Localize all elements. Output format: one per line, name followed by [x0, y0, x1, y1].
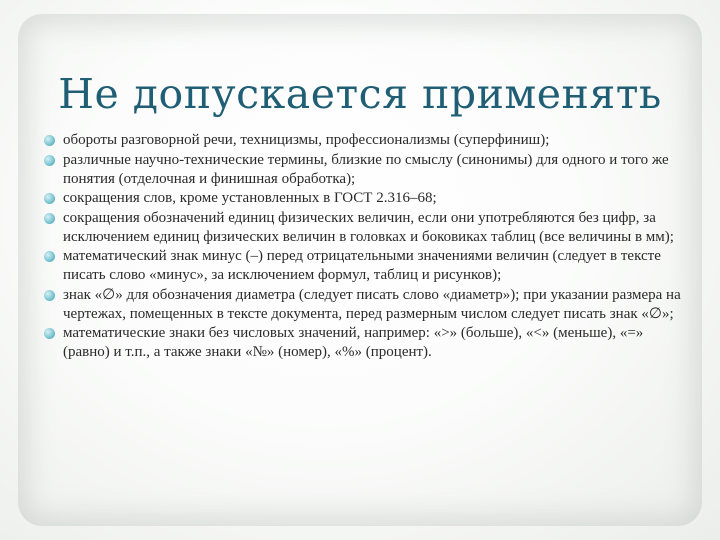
bullet-icon	[44, 135, 55, 146]
bullet-item	[44, 131, 684, 150]
bullet-text: математический знак минус (–) перед отрицательными значениями величин (следует в тексте писать слово «минус», за исключением формул, таблиц и рисунков);	[63, 248, 661, 283]
bullet-item	[44, 286, 684, 324]
bullet-icon	[44, 251, 55, 262]
bullet-item	[44, 189, 684, 208]
bullet-item	[44, 209, 684, 247]
bullet-text: различные научно-технические термины, близкие по смыслу (синонимы) для одного и того же понятия (отделочная и финишная обработка);	[63, 151, 669, 187]
bullet-icon	[44, 193, 55, 204]
bullet-icon	[44, 328, 55, 339]
bullet-item	[44, 247, 684, 285]
bullet-icon	[44, 155, 55, 166]
bullet-list	[44, 131, 684, 363]
bullet-text: обороты разговорной речи, техницизмы, профессионализмы (суперфиниш);	[63, 132, 550, 148]
slide-title: Не допускается применять	[58, 70, 662, 118]
bullet-item	[44, 151, 684, 189]
bullet-text: знак «∅» для обозначения диаметра (следует писать слово «диаметр»); при указании размера на чертежах, помещенных в тексте документа, перед размерным числом следует писать знак «∅»;	[63, 286, 681, 322]
bullet-text: сокращения слов, кроме установленных в ГОСТ 2.316–68;	[63, 190, 437, 206]
bullet-icon	[44, 290, 55, 301]
bullet-text: математические знаки без числовых значений, например: «>» (больше), «<» (меньше), «=» (равно) и т.п., а также знаки «№» (номер), «%» (процент).	[63, 325, 644, 360]
bullet-text: сокращения обозначений единиц физических величин, если они употребляются без цифр, за исключением единиц физических величин в головках и боковиках таблиц (все величины в мм);	[63, 209, 674, 245]
bullet-item	[44, 324, 684, 362]
bullet-icon	[44, 213, 55, 224]
